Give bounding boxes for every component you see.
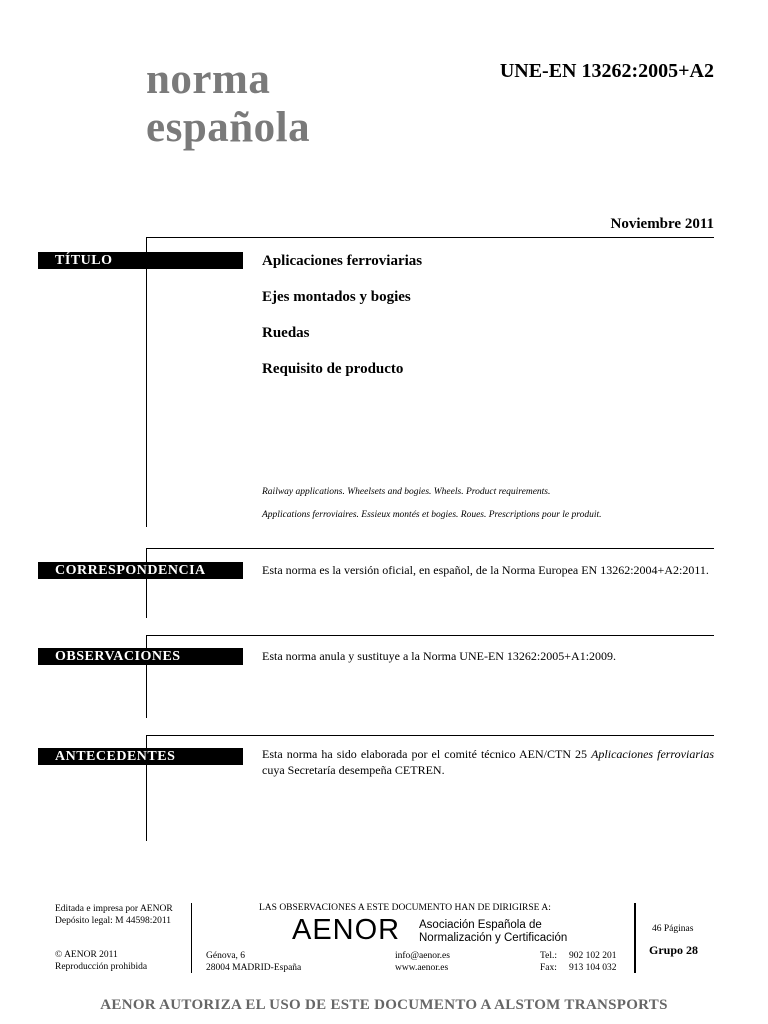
standard-code: UNE-EN 13262:2005+A2	[499, 60, 714, 82]
footer-tel: 902 102 201	[569, 951, 617, 961]
aenor-logo: AENOR	[292, 914, 401, 946]
title-item-2: Ejes montados y bogies	[262, 289, 411, 305]
antecedentes-label: ANTECEDENTES	[38, 748, 243, 765]
footer-grupo: Grupo 28	[649, 943, 699, 957]
title-translation-en: Railway applications. Wheelsets and bogies. Wheels. Product requirements.	[262, 487, 551, 497]
antecedentes-text-part1: Esta norma ha sido elaborada por el comité técnico AEN/CTN 25	[262, 747, 592, 761]
title-item-4: Requisito de producto	[262, 361, 404, 377]
footer-divider-right	[634, 903, 636, 973]
observaciones-text: Esta norma anula y sustituye a la Norma UNE-EN 13262:2005+A1:2009.	[262, 649, 617, 663]
footer-phone-values	[569, 950, 617, 974]
footer-deposito: Depósito legal: M 44598:2011	[55, 916, 172, 926]
observaciones-top-rule	[146, 635, 714, 636]
aenor-org-name	[419, 919, 567, 945]
aenor-org-line1: Asociación Española de	[419, 919, 542, 931]
footer-email[interactable]: info@aenor.es	[395, 951, 450, 961]
footer-fax-label: Fax:	[540, 963, 557, 973]
footer-divider-left	[191, 903, 192, 973]
footer-address-line1: Génova, 6	[206, 951, 246, 961]
footer-copyright: © AENOR 2011	[55, 950, 118, 960]
correspondencia-text: Esta norma es la versión oficial, en español, de la Norma Europea EN 13262:2004+A2:2011.	[262, 563, 709, 577]
correspondencia-label: CORRESPONDENCIA	[38, 562, 243, 579]
correspondencia-top-rule	[146, 548, 714, 549]
antecedentes-text-part2: cuya Secretaría desempeña CETREN.	[262, 763, 445, 777]
titulo-vertical-rule	[146, 237, 147, 527]
publication-date: Noviembre 2011	[610, 216, 714, 232]
footer-copyright-block	[55, 949, 147, 973]
footer-phone-labels	[540, 950, 557, 974]
antecedentes-text-italic: Aplicaciones ferroviarias	[591, 747, 714, 761]
footer-edition	[55, 903, 173, 927]
observaciones-label: OBSERVACIONES	[38, 648, 243, 665]
title-item-3: Ruedas	[262, 325, 310, 341]
aenor-org-line2: Normalización y Certificación	[419, 932, 568, 944]
footer-web[interactable]: www.aenor.es	[395, 963, 449, 973]
footer-paginas: 46 Páginas	[652, 924, 694, 934]
authorization-notice: AENOR AUTORIZA EL USO DE ESTE DOCUMENTO A ALSTOM TRANSPORTS	[100, 997, 668, 1013]
footer-fax: 913 104 032	[569, 963, 617, 973]
title-translation-fr: Applications ferroviaires. Essieux montés et bogies. Roues. Prescriptions pour le produit.	[262, 510, 602, 520]
norma-espanola-heading	[146, 56, 310, 152]
footer-address	[206, 950, 301, 974]
antecedentes-top-rule	[146, 735, 714, 736]
titulo-top-rule	[146, 237, 714, 238]
footer-tel-label: Tel.:	[540, 951, 558, 961]
footer-address-line2: 28004 MADRID-España	[206, 963, 302, 973]
footer-reproduccion: Reproducción prohibida	[55, 962, 148, 972]
titulo-label: TÍTULO	[38, 252, 243, 269]
footer-observaciones-dirigir: LAS OBSERVACIONES A ESTE DOCUMENTO HAN DE DIRIGIRSE A:	[259, 903, 551, 913]
norma-line1: norma	[146, 56, 271, 103]
footer-edited: Editada e impresa por AENOR	[55, 904, 173, 914]
title-item-1: Aplicaciones ferroviarias	[262, 253, 423, 269]
footer-contact	[395, 950, 450, 974]
correspondencia-vertical-rule	[146, 548, 147, 618]
norma-line2: española	[146, 104, 311, 151]
antecedentes-text	[262, 746, 714, 778]
